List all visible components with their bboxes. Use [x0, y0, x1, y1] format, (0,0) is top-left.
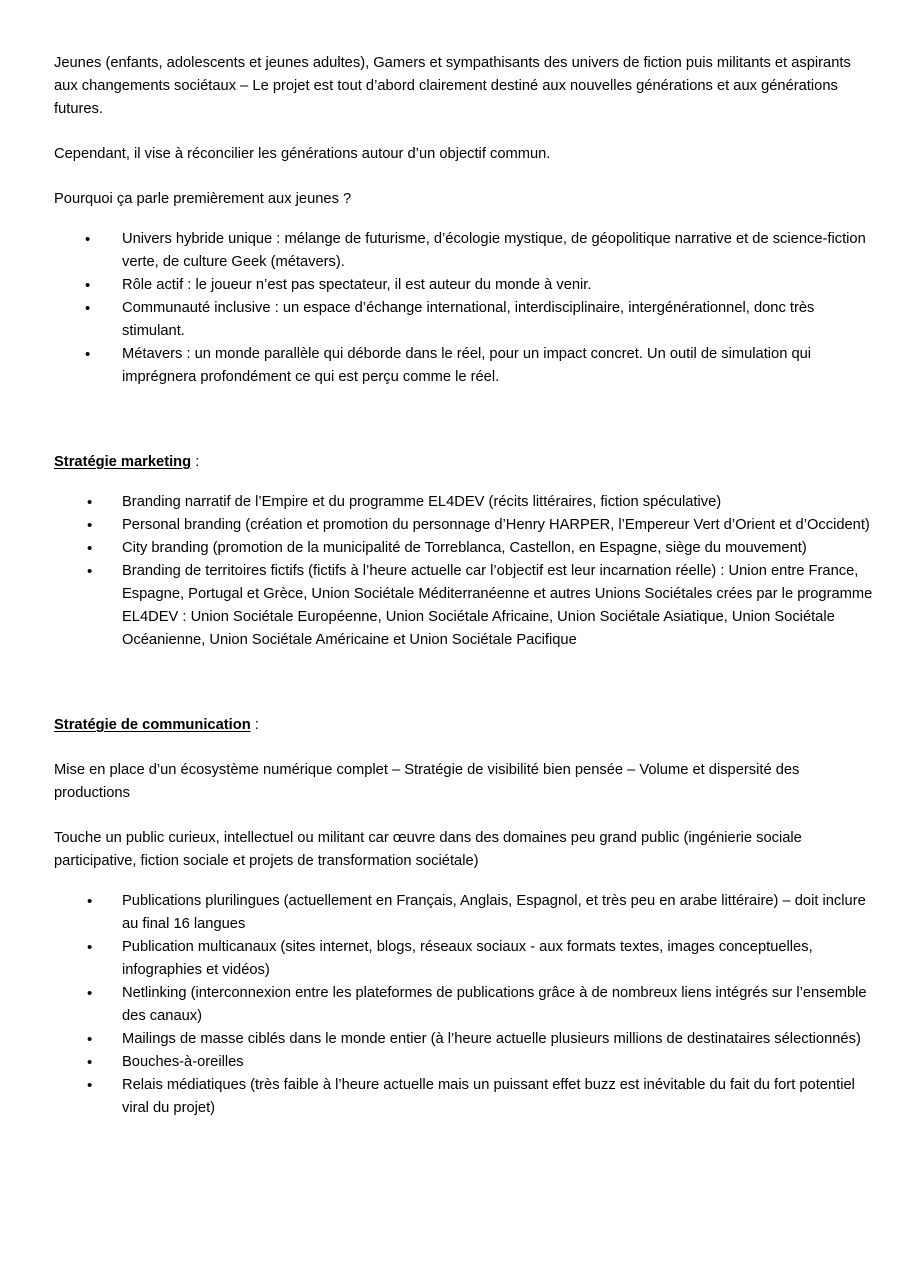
- spacer: [54, 474, 876, 491]
- spacer: [54, 389, 876, 451]
- heading-strategie-communication: [54, 714, 876, 737]
- list-communication: [54, 890, 876, 1120]
- list-item: • Rôle actif : le joueur n’est pas spectateur, il est auteur du monde à venir.: [54, 274, 876, 297]
- spacer: [54, 166, 876, 188]
- list-pourquoi: [54, 228, 876, 389]
- spacer: [54, 805, 876, 827]
- list-item: • Publications plurilingues (actuellement en Français, Anglais, Espagnol, et très peu en arabe littéraire) – doit inclure au final 16 langues: [54, 890, 876, 936]
- list-item: • Bouches-à-oreilles: [54, 1051, 876, 1074]
- paragraph-touche: Touche un public curieux, intellectuel ou militant car œuvre dans des domaines peu grand public (ingénierie sociale participative, fiction sociale et projets de transformation sociétale): [54, 830, 802, 869]
- spacer: [54, 121, 876, 143]
- list-item: • City branding (promotion de la municipalité de Torreblanca, Castellon, en Espagne, siège du mouvement): [54, 537, 876, 560]
- heading-text: Stratégie marketing: [54, 454, 192, 470]
- list-item: • Communauté inclusive : un espace d’échange international, interdisciplinaire, intergénérationnel, donc très stimulant.: [54, 297, 876, 343]
- document-body: [54, 52, 876, 1120]
- list-item: • Personal branding (création et promotion du personnage d’Henry HARPER, l’Empereur Vert d’Orient et d’Occident): [54, 514, 876, 537]
- spacer: [54, 873, 876, 890]
- list-item: • Univers hybride unique : mélange de futurisme, d’écologie mystique, de géopolitique narrative et de science-fiction verte, de culture Geek (métavers).: [54, 228, 876, 274]
- spacer: [54, 652, 876, 714]
- list-marketing: [54, 491, 876, 652]
- paragraph-mise-en-place: Mise en place d’un écosystème numérique complet – Stratégie de visibilité bien pensée – Volume et dispersité des productions: [54, 762, 800, 801]
- heading-colon: :: [191, 454, 200, 470]
- heading-text: Stratégie de communication: [54, 717, 251, 733]
- spacer: [54, 737, 876, 759]
- paragraph-cependant: Cependant, il vise à réconcilier les générations autour d’un objectif commun.: [54, 146, 551, 162]
- heading-colon: :: [250, 717, 259, 733]
- list-item: • Métavers : un monde parallèle qui déborde dans le réel, pour un impact concret. Un outil de simulation qui imprégnera profondément ce qui est perçu comme le réel.: [54, 343, 876, 389]
- list-item: • Branding narratif de l’Empire et du programme EL4DEV (récits littéraires, fiction spéculative): [54, 491, 876, 514]
- paragraph-pourquoi: Pourquoi ça parle premièrement aux jeunes ?: [54, 191, 352, 207]
- list-item: • Netlinking (interconnexion entre les plateformes de publications grâce à de nombreux liens intégrés sur l’ensemble des canaux): [54, 982, 876, 1028]
- list-item: • Branding de territoires fictifs (fictifs à l’heure actuelle car l’objectif est leur incarnation réelle) : Union entre France, Espagne, Portugal et Grèce, Union Sociétale Méditerranéenne et autres Unions Sociétales crées par le programme EL4DEV : Union Sociétale Européenne, Union Sociétale Africaine, Union Sociétale Asiatique, Union Sociétale Océanienne, Union Sociétale Américaine et Union Sociétale Pacifique: [54, 560, 876, 652]
- list-item: • Mailings de masse ciblés dans le monde entier (à l’heure actuelle plusieurs millions de destinataires sélectionnés): [54, 1028, 876, 1051]
- spacer: [54, 211, 876, 228]
- heading-strategie-marketing: [54, 451, 876, 474]
- paragraph-intro: Jeunes (enfants, adolescents et jeunes adultes), Gamers et sympathisants des univers de fiction puis militants et aspirants aux changements sociétaux – Le projet est tout d’abord clairement destiné aux nouvelles générations et aux générations futures.: [54, 55, 851, 117]
- list-item: • Relais médiatiques (très faible à l’heure actuelle mais un puissant effet buzz est inévitable du fait du fort potentiel viral du projet): [54, 1074, 876, 1120]
- list-item: • Publication multicanaux (sites internet, blogs, réseaux sociaux - aux formats textes, images conceptuelles, infographies et vidéos): [54, 936, 876, 982]
